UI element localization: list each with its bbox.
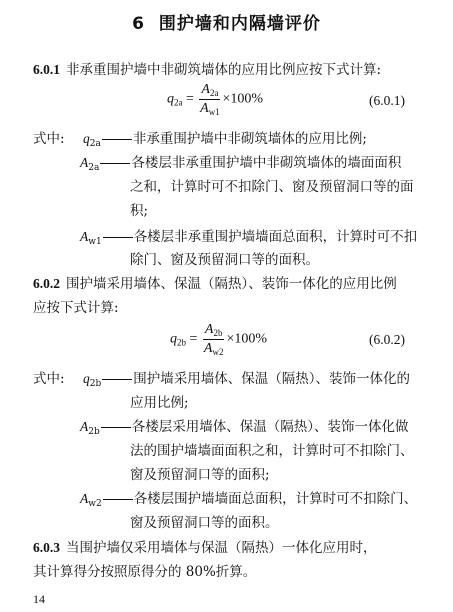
em-dash xyxy=(102,139,132,140)
def-text-cont: 窗及预留洞口等的面积。 xyxy=(130,515,279,531)
def-symbol-sub: w2 xyxy=(88,499,102,509)
def-text-cont: 之和，计算时可不扣除门、窗及预留洞口等的面 xyxy=(130,179,414,195)
clause-text-cont: 其计算得分按照原得分的 80%折算。 xyxy=(33,564,257,580)
clause-6-0-2-intro xyxy=(33,276,397,292)
definition-Aw1 xyxy=(80,229,417,250)
denominator: A xyxy=(200,101,209,116)
numerator-sub: 2a xyxy=(209,88,219,98)
formula-lhs: q xyxy=(167,91,174,107)
def-text: 围护墙采用墙体、保温（隔热）、装饰一体化的 xyxy=(133,371,410,387)
clause-text: 当围护墙仅采用墙体与保温（隔热）一体化应用时， xyxy=(66,540,377,556)
where-label: 式中: xyxy=(33,131,65,147)
def-text: 各楼层非承重围护墙墙面总面积，计算时可不扣 xyxy=(133,229,418,245)
chapter-title: 围护墙和内隔墙评价 xyxy=(158,14,321,34)
def-symbol-sub: w1 xyxy=(88,237,102,247)
def-symbol-sub: 2b xyxy=(89,379,102,389)
def-text-cont: 除门、窗及预留洞口等的面积。 xyxy=(130,252,319,268)
formula-lhs-sub: 2a xyxy=(174,97,183,108)
clause-number: 6.0.2 xyxy=(33,276,60,291)
def-text-cont: 积; xyxy=(130,203,149,219)
def-text: 非承重围护墙中非砌筑墙体的应用比例; xyxy=(132,131,367,147)
formula-tail: ×100% xyxy=(226,331,268,347)
chapter-heading xyxy=(0,9,453,34)
formula-equals: = xyxy=(189,331,198,347)
definition-q2b xyxy=(83,371,410,392)
clause-6-0-3 xyxy=(33,540,377,556)
em-dash xyxy=(103,237,133,238)
clause-number: 6.0.3 xyxy=(33,540,60,555)
def-text-cont: 应用比例; xyxy=(130,395,189,411)
chapter-number: 6 xyxy=(132,14,145,34)
def-symbol: A xyxy=(80,419,89,434)
numerator: A xyxy=(204,322,214,337)
definition-q2a xyxy=(83,131,367,152)
em-dash xyxy=(100,163,130,164)
def-text: 各楼层采用墙体、保温（隔热）、装饰一体化做 xyxy=(131,419,409,435)
numerator-sub: 2b xyxy=(213,328,223,338)
def-symbol: A xyxy=(80,229,89,244)
equation-number: (6.0.1) xyxy=(369,93,405,108)
em-dash xyxy=(101,427,131,428)
definition-A2b xyxy=(80,419,409,440)
denominator: A xyxy=(203,341,213,356)
def-symbol: A xyxy=(80,491,89,506)
def-text: 各楼层围护墙墙面总面积，计算时可不扣除门、 xyxy=(133,491,418,507)
clause-number: 6.0.1 xyxy=(33,62,60,77)
where-label: 式中: xyxy=(33,371,65,387)
formula-fraction xyxy=(203,322,225,357)
clause-6-0-1-intro xyxy=(33,62,381,78)
formula-lhs: q xyxy=(170,331,177,347)
definition-Aw2 xyxy=(80,491,417,512)
em-dash xyxy=(103,499,133,500)
formula-6-0-1 xyxy=(167,82,263,117)
def-text-cont: 窗及预留洞口等的面积; xyxy=(130,467,270,483)
formula-equals: = xyxy=(186,91,194,107)
page-number: 14 xyxy=(33,592,45,606)
def-text: 各楼层非承重围护墙中非砌筑墙体的墙面面积 xyxy=(131,155,402,171)
denominator-sub: w2 xyxy=(212,347,224,357)
em-dash xyxy=(102,379,132,380)
formula-6-0-2 xyxy=(170,322,267,357)
clause-text: 围护墙采用墙体、保温（隔热）、装饰一体化的应用比例 xyxy=(66,276,397,292)
clause-text-cont: 应按下式计算: xyxy=(33,300,119,316)
denominator-sub: w1 xyxy=(208,107,220,117)
numerator: A xyxy=(201,82,210,97)
def-symbol: A xyxy=(80,155,89,170)
def-symbol-sub: 2a xyxy=(88,163,100,173)
definition-A2a xyxy=(80,155,401,176)
formula-tail: ×100% xyxy=(222,91,264,107)
def-symbol: q xyxy=(83,131,90,146)
clause-text: 非承重围护墙中非砌筑墙体的应用比例应按下式计算: xyxy=(66,62,382,78)
formula-lhs-sub: 2b xyxy=(177,337,186,348)
formula-fraction xyxy=(199,82,220,117)
def-text-cont: 法的围护墙墙面面积之和，计算时可不扣除门、 xyxy=(130,443,414,459)
def-symbol-sub: 2a xyxy=(89,139,101,149)
def-symbol: q xyxy=(83,371,90,386)
equation-number: (6.0.2) xyxy=(369,332,405,347)
def-symbol-sub: 2b xyxy=(88,427,100,437)
